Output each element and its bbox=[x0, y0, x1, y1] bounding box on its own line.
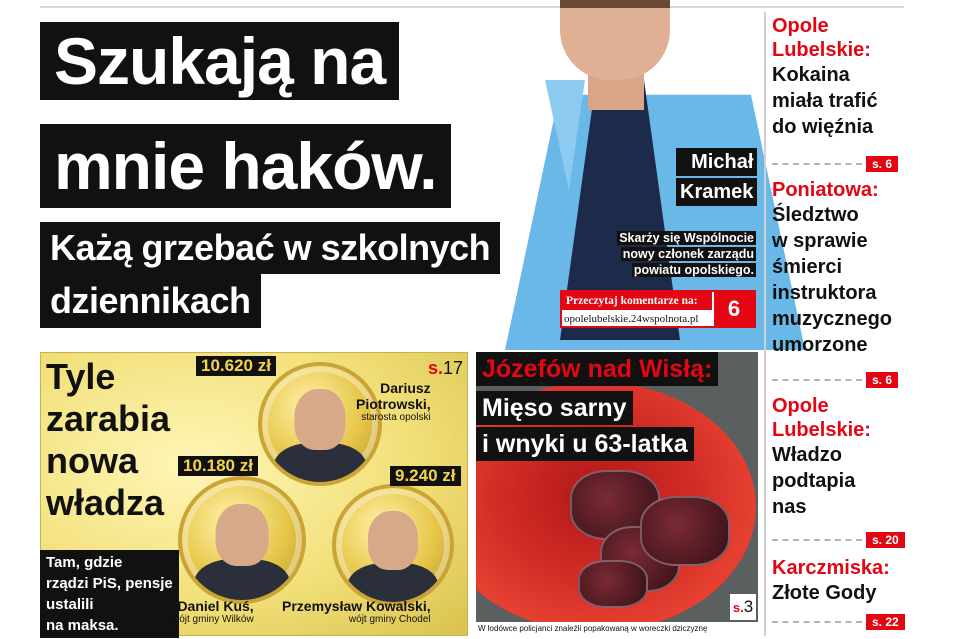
jozefow-page-ref[interactable] bbox=[730, 594, 756, 620]
sidebar-page-ref[interactable] bbox=[772, 156, 898, 172]
main-subheadline-line-2: dziennikach bbox=[40, 274, 261, 328]
salary-title-line: zarabia bbox=[46, 398, 171, 439]
meat-bag bbox=[640, 496, 730, 566]
page-number: 17 bbox=[443, 358, 464, 378]
sidebar-kicker: Opole bbox=[772, 15, 829, 37]
sidebar-kicker: Lubelskie: bbox=[772, 419, 871, 441]
person-role: wójt gminy Wilków bbox=[172, 614, 254, 625]
main-subheadline-line-1: Każą grzebać w szkolnych bbox=[40, 222, 500, 274]
salary-title-line: Tyle bbox=[46, 356, 116, 397]
page-prefix: s. bbox=[732, 600, 744, 615]
photo-quote bbox=[588, 230, 756, 278]
quote-line: powiatu opolskiego. bbox=[633, 263, 754, 277]
sidebar-title-line: śmierci bbox=[772, 256, 843, 278]
salary-title-line: władza bbox=[46, 482, 165, 523]
sidebar-title-line: w sprawie bbox=[772, 230, 868, 252]
person-name-tag bbox=[676, 148, 757, 208]
salary-lead bbox=[40, 550, 179, 638]
main-headline-line-2[interactable]: mnie haków. bbox=[40, 124, 451, 208]
salary-lead-line: rządzi PiS, pensje bbox=[46, 575, 173, 592]
person-name: Dariusz bbox=[380, 380, 431, 396]
salary-amount-kowalski: 9.240 zł bbox=[390, 466, 461, 486]
sidebar-title-line: instruktora bbox=[772, 282, 877, 304]
sidebar-kicker: Poniatowa: bbox=[772, 179, 879, 201]
read-comments-box[interactable] bbox=[560, 290, 756, 328]
sidebar-page-ref[interactable] bbox=[772, 614, 905, 630]
sidebar-title-line: umorzone bbox=[772, 334, 868, 356]
salary-page-ref[interactable] bbox=[428, 358, 463, 378]
sidebar-page-ref[interactable] bbox=[772, 532, 905, 548]
quote-line: Skarży się Wspólnocie bbox=[619, 231, 754, 245]
coin-portrait-kowalski bbox=[332, 484, 454, 606]
salary-amount-piotrowski: 10.620 zł bbox=[196, 356, 276, 376]
dashed-rule bbox=[772, 539, 862, 541]
sidebar-item-flooding[interactable] bbox=[772, 394, 912, 520]
sidebar-item-investigation[interactable] bbox=[772, 178, 912, 358]
sidebar-kicker: Karczmiska: bbox=[772, 557, 890, 579]
person-last-name: Kramek bbox=[676, 178, 757, 206]
coin-portrait-kus bbox=[178, 476, 306, 604]
sidebar-title-line: podtapia bbox=[772, 470, 856, 492]
dashed-rule bbox=[772, 379, 862, 381]
dashed-rule bbox=[772, 621, 862, 623]
salary-lead-line: ustalili bbox=[46, 596, 94, 613]
sidebar-title-line: miała trafić bbox=[772, 90, 878, 112]
sidebar-page: s. 6 bbox=[866, 156, 898, 172]
sidebar-page: s. 22 bbox=[866, 614, 905, 630]
sidebar-kicker: Lubelskie: bbox=[772, 39, 871, 61]
sidebar-title-line: Władzo bbox=[772, 444, 842, 466]
person-caption-piotrowski bbox=[356, 380, 431, 424]
person-name: Przemysław Kowalski, bbox=[282, 598, 431, 614]
person-caption-kowalski bbox=[282, 598, 431, 626]
read-comments-label: Przeczytaj komentarze na: bbox=[562, 292, 712, 310]
sidebar-item-cocaine[interactable] bbox=[772, 14, 912, 140]
person-caption-kus bbox=[172, 598, 254, 626]
jozefow-headline-line-1[interactable]: Mięso sarny bbox=[476, 391, 633, 425]
jozefow-kicker[interactable]: Józefów nad Wisłą: bbox=[476, 352, 718, 386]
sidebar-title-line: Złote Gody bbox=[772, 582, 877, 604]
dashed-rule bbox=[772, 163, 862, 165]
jozefow-headline-line-2[interactable]: i wnyki u 63-latka bbox=[476, 427, 694, 461]
sidebar-page: s. 20 bbox=[866, 532, 905, 548]
salary-amount-kus: 10.180 zł bbox=[178, 456, 258, 476]
sidebar-title-line: muzycznego bbox=[772, 308, 893, 330]
salary-lead-line: na maksa. bbox=[46, 617, 119, 634]
meat-bag bbox=[578, 560, 648, 608]
sidebar-divider bbox=[764, 12, 766, 636]
sidebar-title-line: do więźnia bbox=[772, 116, 874, 138]
page-prefix: s. bbox=[428, 358, 444, 378]
sidebar-item-golden-anniversary[interactable] bbox=[772, 556, 912, 606]
jozefow-caption: W lodówce policjanci znaleźli popakowaną w woreczki dziczyznę bbox=[478, 624, 708, 633]
person-role: wójt gminy Chodel bbox=[348, 614, 431, 625]
top-rule bbox=[40, 6, 904, 8]
quote-line: nowy członek zarządu bbox=[622, 247, 754, 261]
page-number: 3 bbox=[743, 597, 754, 616]
salary-feature-title[interactable] bbox=[46, 356, 170, 524]
sidebar-kicker: Opole bbox=[772, 395, 829, 417]
read-comments-page-number: 6 bbox=[714, 292, 754, 326]
person-name: Daniel Kuś, bbox=[177, 598, 254, 614]
sidebar-title-line: Kokaina bbox=[772, 64, 850, 86]
sidebar-title-line: nas bbox=[772, 496, 807, 518]
person-name: Piotrowski, bbox=[356, 396, 431, 412]
person-first-name: Michał bbox=[676, 148, 757, 176]
sidebar-page: s. 6 bbox=[866, 372, 898, 388]
main-headline-line-1[interactable]: Szukają na bbox=[40, 22, 399, 100]
salary-lead-line: Tam, gdzie bbox=[46, 554, 123, 571]
sidebar-page-ref[interactable] bbox=[772, 372, 898, 388]
sidebar-title-line: Śledztwo bbox=[772, 204, 859, 226]
salary-title-line: nowa bbox=[46, 440, 139, 481]
read-comments-link[interactable]: opolelubelskie.24wspolnota.pl bbox=[564, 313, 699, 325]
person-role: starosta opolski bbox=[361, 412, 431, 423]
